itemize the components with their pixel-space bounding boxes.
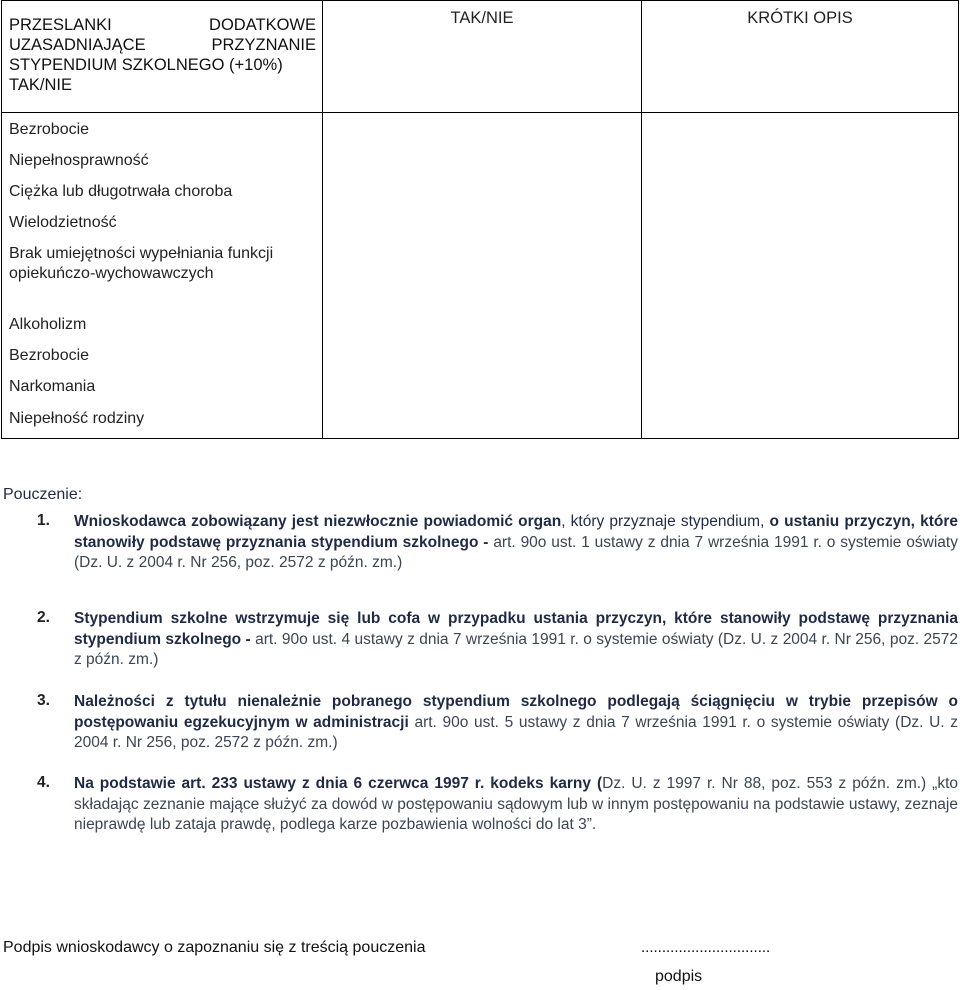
instructions-title: Pouczenie: xyxy=(3,486,83,503)
criterion-label: Bezrobocie xyxy=(9,121,90,138)
header-criteria-cell xyxy=(2,1,323,113)
header-line: PRZESLANKI DODATKOWE xyxy=(9,16,316,34)
description-entry-cell[interactable] xyxy=(642,113,959,439)
criterion-label: Brak umiejętności wypełniania funkcji opiekuńczo-wychowawczych xyxy=(9,245,274,282)
instruction-item: 4. Na podstawie art. 233 ustawy z dnia 6 czerwca 1997 r. kodeks karny (Dz. U. z 1997 r. Nr 88, poz. 553 z późn. zm.) „kto składając zeznanie mające służyć za dowód w postępowaniu sądowym lub w innym postępowaniu na podstawie ustawy, zeznaje nieprawdę lub zataja prawdę, podlega karze pozbawienia wolności do lat 3”. xyxy=(37,774,959,834)
criterion-label: Wielodzietność xyxy=(9,214,117,231)
criterion-label: Bezrobocie xyxy=(9,347,90,364)
criterion-label: Narkomania xyxy=(9,378,96,395)
header-line: STYPENDIUM SZKOLNEGO (+10%) xyxy=(9,56,283,74)
signature-line[interactable]: ............................... xyxy=(641,939,771,956)
instruction-item: 2. Stypendium szkolne wstrzymuje się lub cofa w przypadku ustania przyczyn, które stanowiły podstawę przyznania stypendium szkolnego - art. 90o ust. 4 ustawy z dnia 7 września 1991 r. o systemie oświaty (Dz. U. z 2004 r. Nr 256, poz. 2572 z późn. zm.) xyxy=(37,609,958,669)
criterion-label: Ciężka lub długotrwała choroba xyxy=(9,183,233,200)
header-line: UZASADNIAJĄCE PRZYZNANIE xyxy=(9,36,316,54)
instruction-item: 3. Należności z tytułu nienależnie pobranego stypendium szkolnego podlegają ściągnięciu w trybie przepisów o postępowaniu egzekucyjnym w administracji art. 90o ust. 5 ustawy z dnia 7 września 1991 r. o systemie oświaty (Dz. U. z 2004 r. Nr 256, poz. 2572 z późn. zm.) xyxy=(37,692,958,752)
signature-caption: podpis xyxy=(655,968,703,985)
criterion-label: Alkoholizm xyxy=(9,316,87,333)
criteria-table xyxy=(1,0,959,439)
header-description-cell: KRÓTKI OPIS xyxy=(642,1,959,113)
header-yes-no-cell: TAK/NIE xyxy=(323,1,642,113)
criteria-body-row xyxy=(2,113,959,439)
criterion-label: Niepełność rodziny xyxy=(9,410,145,427)
header-line: TAK/NIE xyxy=(9,76,72,94)
signature-statement: Podpis wnioskodawcy o zapoznaniu się z treścią pouczenia xyxy=(3,939,426,956)
criteria-list-cell xyxy=(2,113,323,439)
yes-no-entry-cell[interactable] xyxy=(323,113,642,439)
criterion-label: Niepełnosprawność xyxy=(9,152,149,169)
table-header-row xyxy=(2,1,959,113)
instruction-item: 1. Wnioskodawca zobowiązany jest niezwłocznie powiadomić organ, który przyznaje stypendium, o ustaniu przyczyn, które stanowiły podstawę przyznania stypendium szkolnego - art. 90o ust. 1 ustawy z dnia 7 września 1991 r. o systemie oświaty (Dz. U. z 2004 r. Nr 256, poz. 2572 z późn. zm.) xyxy=(37,512,958,572)
